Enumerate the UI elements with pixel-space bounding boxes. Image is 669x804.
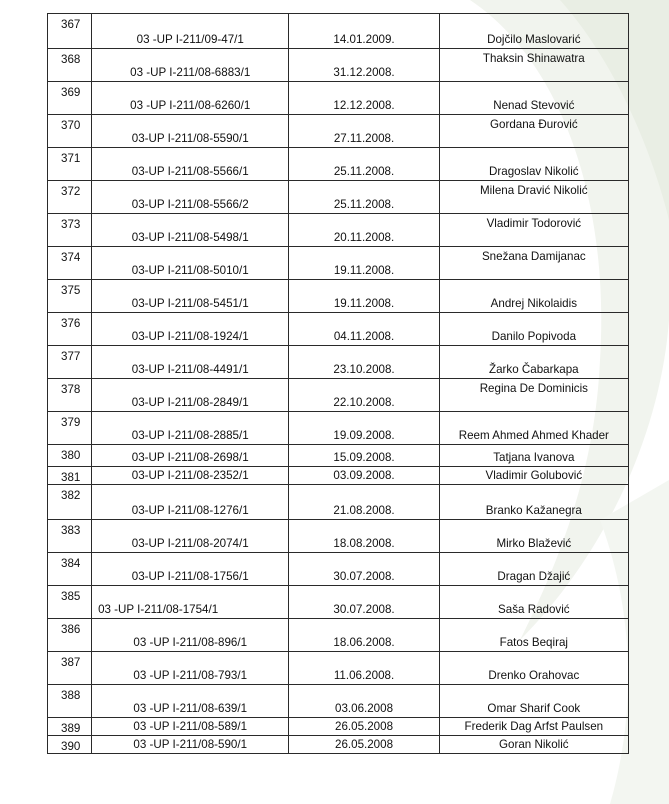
reference-number-cell	[92, 82, 289, 115]
reference-number: 03-UP I-211/08-1924/1	[131, 330, 249, 343]
person-name: Snežana Damijanac	[481, 250, 586, 263]
person-name: Reem Ahmed Ahmed Khader	[458, 429, 609, 442]
reference-number-cell	[92, 412, 289, 445]
decision-date-cell	[289, 247, 439, 280]
person-name: Omar Sharif Cook	[487, 702, 581, 715]
table-row	[48, 214, 629, 247]
person-name: Žarko Čabarkapa	[489, 363, 579, 376]
person-name-cell	[439, 14, 628, 49]
person-name-cell	[439, 652, 628, 685]
decision-date: 20.11.2008.	[333, 231, 395, 244]
person-name-cell	[439, 467, 628, 485]
registry-table	[47, 13, 629, 754]
decision-date-cell	[289, 379, 439, 412]
reference-number: 03-UP I-211/08-5566/1	[131, 165, 249, 178]
reference-number: 03-UP I-211/08-5590/1	[131, 132, 249, 145]
row-number: 372	[61, 185, 81, 198]
person-name: Vladimir Todorović	[486, 217, 582, 230]
decision-date: 31.12.2008.	[333, 66, 395, 79]
reference-number: 03 -UP I-211/08-639/1	[133, 702, 248, 715]
table-row	[48, 652, 629, 685]
row-number-cell	[48, 181, 92, 214]
row-number-cell	[48, 485, 92, 520]
decision-date: 19.11.2008.	[333, 264, 395, 277]
row-number-cell	[48, 115, 92, 148]
reference-number-cell	[92, 485, 289, 520]
decision-date: 25.11.2008.	[333, 165, 395, 178]
row-number: 383	[61, 524, 81, 537]
reference-number: 03 -UP I-211/08-6883/1	[130, 66, 251, 79]
row-number-cell	[48, 652, 92, 685]
row-number-cell	[48, 467, 92, 485]
reference-number: 03 -UP I-211/08-1754/1	[98, 603, 219, 616]
person-name: Saša Radović	[498, 603, 570, 616]
person-name: Danilo Popivoda	[491, 330, 577, 343]
reference-number: 03-UP I-211/08-1756/1	[131, 570, 249, 583]
table-row	[48, 553, 629, 586]
row-number-cell	[48, 346, 92, 379]
person-name: Vladimir Golubović	[485, 469, 583, 482]
decision-date: 15.09.2008.	[333, 451, 395, 464]
reference-number-cell	[92, 181, 289, 214]
reference-number-cell	[92, 346, 289, 379]
person-name: Dragoslav Nikolić	[489, 165, 579, 178]
decision-date-cell	[289, 586, 439, 619]
row-number: 370	[61, 119, 81, 132]
row-number: 375	[61, 284, 81, 297]
reference-number: 03 -UP I-211/08-590/1	[133, 738, 248, 751]
decision-date-cell	[289, 736, 439, 754]
person-name-cell	[439, 520, 628, 553]
row-number: 378	[61, 383, 81, 396]
row-number: 381	[61, 471, 81, 484]
table-row	[48, 619, 629, 652]
person-name-cell	[439, 445, 628, 467]
person-name-cell	[439, 49, 628, 82]
reference-number-cell	[92, 379, 289, 412]
row-number-cell	[48, 718, 92, 736]
decision-date-cell	[289, 485, 439, 520]
row-number-cell	[48, 214, 92, 247]
table-row	[48, 247, 629, 280]
reference-number-cell	[92, 49, 289, 82]
person-name-cell	[439, 247, 628, 280]
person-name: Frederik Dag Arfst Paulsen	[464, 720, 604, 733]
reference-number: 03-UP I-211/08-2352/1	[131, 469, 249, 482]
decision-date: 21.08.2008.	[333, 504, 395, 517]
person-name: Regina De Dominicis	[479, 382, 588, 395]
row-number: 374	[61, 251, 81, 264]
row-number-cell	[48, 520, 92, 553]
table-row	[48, 280, 629, 313]
decision-date: 18.08.2008.	[333, 537, 395, 550]
reference-number-cell	[92, 247, 289, 280]
decision-date: 23.10.2008.	[333, 363, 395, 376]
row-number: 388	[61, 689, 81, 702]
reference-number-cell	[92, 619, 289, 652]
decision-date-cell	[289, 652, 439, 685]
row-number-cell	[48, 445, 92, 467]
row-number-cell	[48, 280, 92, 313]
row-number-cell	[48, 379, 92, 412]
person-name-cell	[439, 181, 628, 214]
reference-number: 03-UP I-211/08-5566/2	[131, 198, 249, 211]
person-name-cell	[439, 115, 628, 148]
row-number-cell	[48, 586, 92, 619]
person-name-cell	[439, 736, 628, 754]
reference-number-cell	[92, 718, 289, 736]
row-number-cell	[48, 49, 92, 82]
person-name: Branko Kažanegra	[485, 504, 582, 517]
decision-date-cell	[289, 82, 439, 115]
decision-date-cell	[289, 685, 439, 718]
reference-number: 03-UP I-211/08-5010/1	[131, 264, 249, 277]
row-number: 377	[61, 350, 81, 363]
row-number: 382	[61, 489, 81, 502]
reference-number: 03 -UP I-211/08-6260/1	[130, 99, 251, 112]
decision-date: 04.11.2008.	[333, 330, 395, 343]
person-name-cell	[439, 313, 628, 346]
decision-date-cell	[289, 619, 439, 652]
reference-number-cell	[92, 467, 289, 485]
row-number: 385	[61, 590, 81, 603]
person-name: Nenad Stevović	[493, 99, 575, 112]
reference-number: 03 -UP I-211/08-896/1	[133, 636, 248, 649]
reference-number-cell	[92, 553, 289, 586]
decision-date-cell	[289, 280, 439, 313]
row-number-cell	[48, 685, 92, 718]
reference-number-cell	[92, 313, 289, 346]
decision-date: 12.12.2008.	[333, 99, 395, 112]
person-name-cell	[439, 685, 628, 718]
person-name: Tatjana Ivanova	[493, 451, 575, 464]
reference-number: 03-UP I-211/08-4491/1	[131, 363, 249, 376]
reference-number-cell	[92, 445, 289, 467]
table-row	[48, 181, 629, 214]
reference-number: 03-UP I-211/08-5498/1	[131, 231, 249, 244]
table-row	[48, 412, 629, 445]
table-row	[48, 82, 629, 115]
decision-date: 26.05.2008	[335, 720, 394, 733]
person-name-cell	[439, 82, 628, 115]
row-number-cell	[48, 736, 92, 754]
decision-date: 19.11.2008.	[333, 297, 395, 310]
reference-number: 03-UP I-211/08-5451/1	[131, 297, 249, 310]
row-number: 390	[61, 740, 81, 753]
row-number: 380	[61, 449, 81, 462]
person-name-cell	[439, 214, 628, 247]
person-name: Andrej Nikolaidis	[490, 297, 577, 310]
decision-date-cell	[289, 445, 439, 467]
decision-date-cell	[289, 412, 439, 445]
row-number: 384	[61, 557, 81, 570]
reference-number-cell	[92, 280, 289, 313]
reference-number: 03-UP I-211/08-2074/1	[131, 537, 249, 550]
decision-date-cell	[289, 520, 439, 553]
table-row	[48, 346, 629, 379]
table-row	[48, 14, 629, 49]
person-name-cell	[439, 619, 628, 652]
table-row	[48, 718, 629, 736]
reference-number: 03-UP I-211/08-2849/1	[131, 396, 249, 409]
reference-number-cell	[92, 736, 289, 754]
decision-date: 30.07.2008.	[333, 570, 395, 583]
reference-number-cell	[92, 685, 289, 718]
row-number: 367	[61, 18, 81, 31]
row-number: 369	[61, 86, 81, 99]
row-number-cell	[48, 148, 92, 181]
row-number-cell	[48, 619, 92, 652]
table-row	[48, 467, 629, 485]
reference-number-cell	[92, 115, 289, 148]
table-row	[48, 148, 629, 181]
table-row	[48, 485, 629, 520]
row-number: 368	[61, 53, 81, 66]
decision-date-cell	[289, 718, 439, 736]
row-number-cell	[48, 412, 92, 445]
table-row	[48, 736, 629, 754]
decision-date-cell	[289, 553, 439, 586]
person-name-cell	[439, 485, 628, 520]
table-row	[48, 49, 629, 82]
decision-date: 03.06.2008	[335, 702, 394, 715]
table-row	[48, 313, 629, 346]
person-name-cell	[439, 412, 628, 445]
person-name-cell	[439, 148, 628, 181]
decision-date-cell	[289, 148, 439, 181]
row-number: 376	[61, 317, 81, 330]
person-name-cell	[439, 586, 628, 619]
row-number-cell	[48, 247, 92, 280]
decision-date: 22.10.2008.	[333, 396, 395, 409]
person-name-cell	[439, 553, 628, 586]
reference-number-cell	[92, 520, 289, 553]
reference-number-cell	[92, 586, 289, 619]
decision-date-cell	[289, 346, 439, 379]
reference-number: 03-UP I-211/08-1276/1	[131, 504, 249, 517]
row-number-cell	[48, 14, 92, 49]
person-name-cell	[439, 379, 628, 412]
decision-date-cell	[289, 214, 439, 247]
person-name: Thaksin Shinawatra	[482, 52, 585, 65]
row-number: 387	[61, 656, 81, 669]
reference-number: 03 -UP I-211/08-589/1	[133, 720, 248, 733]
decision-date: 30.07.2008.	[333, 603, 395, 616]
person-name: Goran Nikolić	[499, 738, 569, 751]
person-name: Dragan Džajić	[497, 570, 571, 583]
reference-number: 03-UP I-211/08-2698/1	[131, 451, 249, 464]
decision-date: 27.11.2008.	[333, 132, 395, 145]
row-number: 389	[61, 722, 81, 735]
decision-date-cell	[289, 49, 439, 82]
reference-number: 03-UP I-211/08-2885/1	[131, 429, 249, 442]
decision-date: 18.06.2008.	[333, 636, 395, 649]
row-number: 373	[61, 218, 81, 231]
row-number-cell	[48, 553, 92, 586]
decision-date-cell	[289, 313, 439, 346]
row-number: 386	[61, 623, 81, 636]
reference-number-cell	[92, 148, 289, 181]
decision-date-cell	[289, 181, 439, 214]
person-name: Gordana Đurović	[490, 118, 578, 131]
table-row	[48, 379, 629, 412]
decision-date-cell	[289, 14, 439, 49]
person-name: Milena Dravić Nikolić	[480, 184, 588, 197]
row-number: 371	[61, 152, 81, 165]
decision-date: 11.06.2008.	[333, 669, 395, 682]
table-row	[48, 445, 629, 467]
person-name: Dojčilo Maslovarić	[487, 33, 581, 46]
row-number-cell	[48, 313, 92, 346]
table-row	[48, 115, 629, 148]
person-name-cell	[439, 346, 628, 379]
decision-date: 25.11.2008.	[333, 198, 395, 211]
table-row	[48, 520, 629, 553]
reference-number-cell	[92, 214, 289, 247]
table-row	[48, 586, 629, 619]
decision-date: 14.01.2009.	[333, 33, 395, 46]
reference-number: 03 -UP I-211/08-793/1	[133, 669, 248, 682]
table-row	[48, 685, 629, 718]
decision-date-cell	[289, 467, 439, 485]
person-name: Mirko Blažević	[496, 537, 572, 550]
person-name-cell	[439, 718, 628, 736]
reference-number: 03 -UP I-211/09-47/1	[136, 33, 244, 46]
person-name-cell	[439, 280, 628, 313]
decision-date: 26.05.2008	[335, 738, 394, 751]
person-name: Fatos Beqiraj	[499, 636, 568, 649]
decision-date: 03.09.2008.	[333, 469, 395, 482]
row-number-cell	[48, 82, 92, 115]
reference-number-cell	[92, 652, 289, 685]
registry-rows	[48, 14, 629, 754]
decision-date-cell	[289, 115, 439, 148]
row-number: 379	[61, 416, 81, 429]
reference-number-cell	[92, 14, 289, 49]
person-name: Drenko Orahovac	[488, 669, 580, 682]
decision-date: 19.09.2008.	[333, 429, 395, 442]
